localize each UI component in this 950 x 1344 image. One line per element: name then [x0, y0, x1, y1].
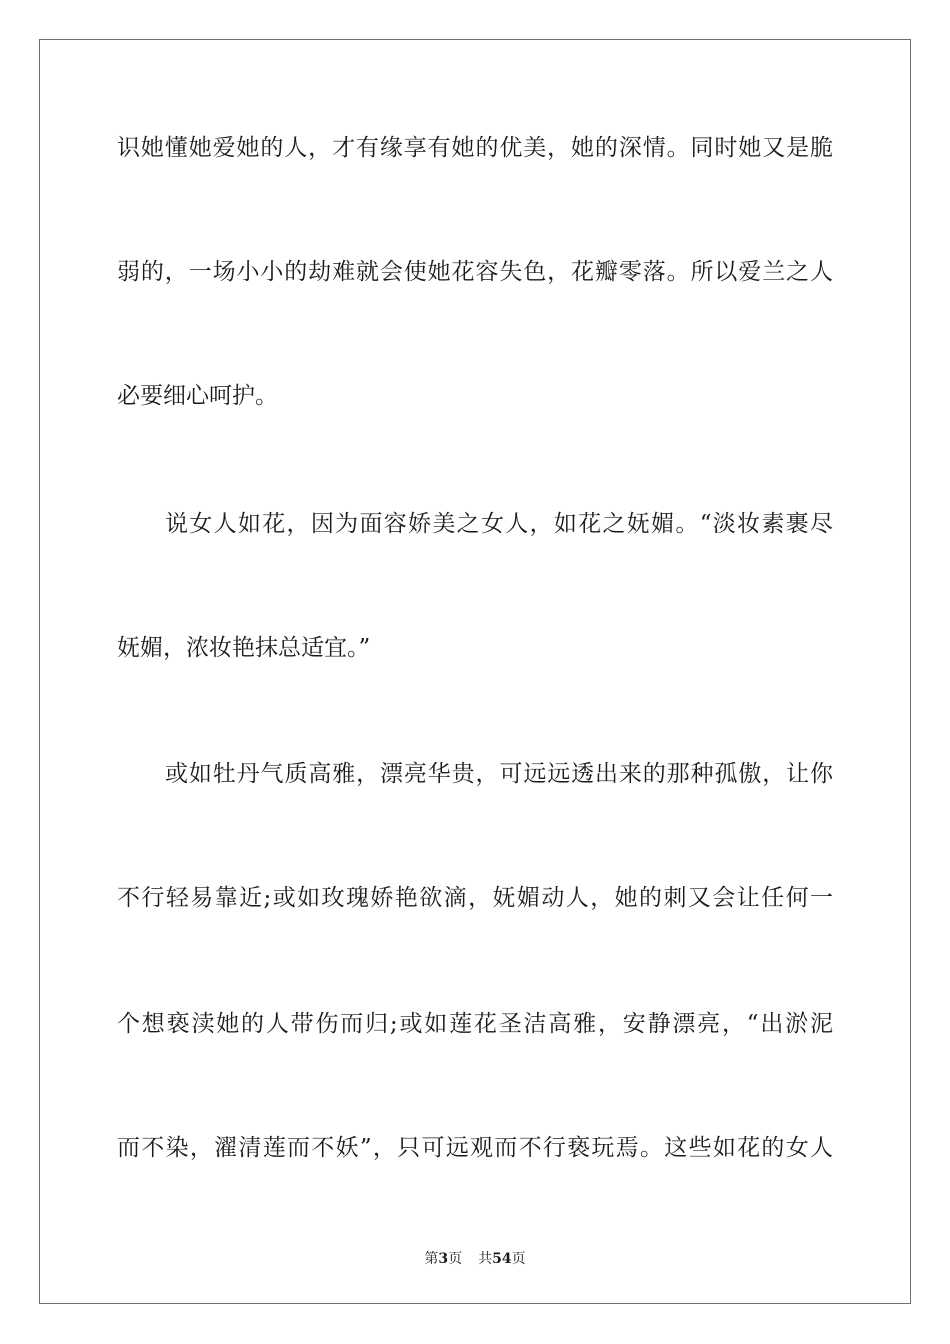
page-suffix: 页 [448, 1251, 463, 1267]
page-current: 3 [438, 1251, 449, 1267]
text-line-5: 妩媚，浓妆艳抹总适宜。” [117, 635, 371, 661]
total-suffix: 页 [511, 1251, 526, 1267]
page-border [39, 39, 911, 1304]
text-line-4: 说女人如花，因为面容娇美之女人，如花之妩媚。“淡妆素裹尽 [165, 511, 833, 537]
page-prefix: 第 [424, 1251, 439, 1267]
text-line-1: 识她懂她爱她的人，才有缘享有她的优美，她的深情。同时她又是脆 [117, 135, 833, 161]
page-total: 54 [492, 1251, 512, 1267]
page-footer [0, 1248, 950, 1268]
text-line-6: 或如牡丹气质高雅，漂亮华贵，可远远透出来的那种孤傲，让你 [165, 761, 833, 787]
text-line-9: 而不染，濯清莲而不妖”，只可远观而不行亵玩焉。这些如花的女人 [117, 1135, 833, 1161]
total-prefix: 共 [478, 1251, 493, 1267]
text-line-7: 不行轻易靠近;或如玫瑰娇艳欲滴，妩媚动人，她的刺又会让任何一 [117, 885, 833, 911]
text-line-2: 弱的，一场小小的劫难就会使她花容失色，花瓣零落。所以爱兰之人 [117, 259, 833, 285]
text-line-8: 个想亵渎她的人带伤而归;或如莲花圣洁高雅，安静漂亮，“出淤泥 [117, 1011, 833, 1037]
text-line-3: 必要细心呵护。 [117, 383, 278, 409]
